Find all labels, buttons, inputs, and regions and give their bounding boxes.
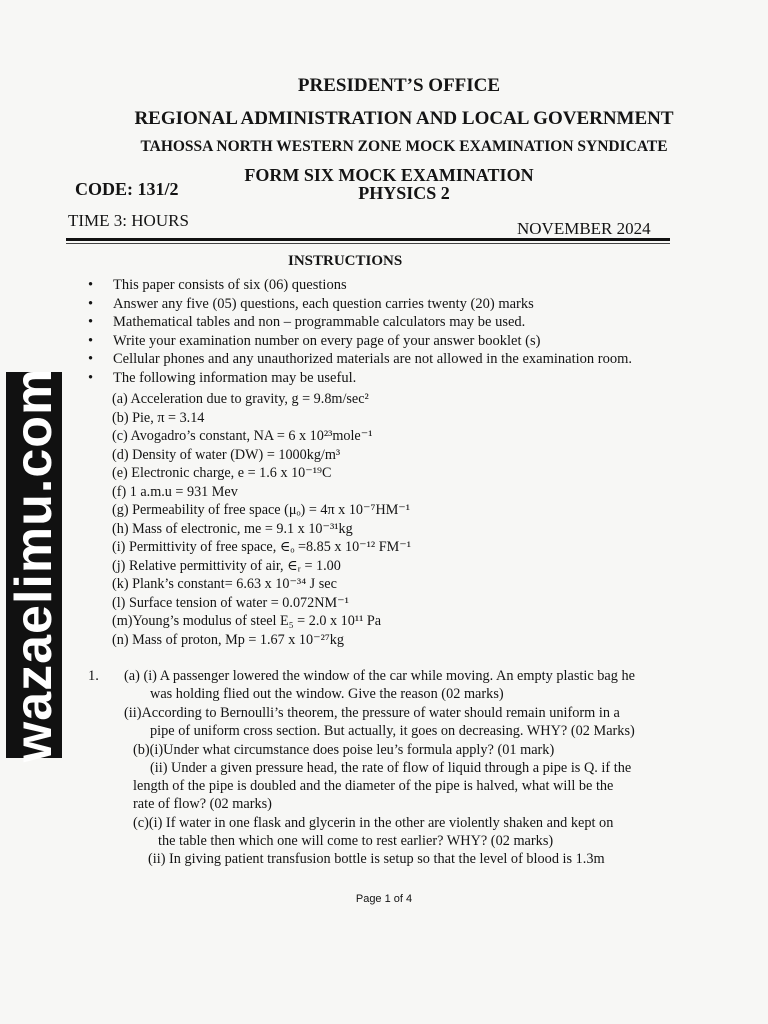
- instruction-item: • Mathematical tables and non – programmable calculators may be used.: [88, 313, 688, 332]
- page-footer: Page 1 of 4: [355, 893, 413, 905]
- header-divider: [66, 238, 670, 241]
- instruction-item: • Write your examination number on every page of your answer booklet (s): [88, 332, 688, 351]
- question-line: was holding flied out the window. Give the reason (02 marks): [150, 686, 504, 702]
- header-line-4: FORM SIX MOCK EXAMINATION: [244, 165, 534, 185]
- constant-item: (j) Relative permittivity of air, ∈ᵣ = 1.00: [112, 557, 341, 574]
- instruction-item: • Cellular phones and any unauthorized materials are not allowed in the examination room.: [88, 350, 688, 369]
- question-number: 1.: [88, 668, 99, 684]
- constant-item: (g) Permeability of free space (μₒ) = 4π x 10⁻⁷HM⁻¹: [112, 502, 411, 518]
- header-line-2: REGIONAL ADMINISTRATION AND LOCAL GOVERNMENT: [134, 108, 674, 129]
- question-line: (a) (i) A passenger lowered the window of the car while moving. An empty plastic bag he: [124, 668, 635, 684]
- constant-item: (a) Acceleration due to gravity, g = 9.8m/sec²: [112, 391, 369, 407]
- constant-item: (k) Plank’s constant= 6.63 x 10⁻³⁴ J sec: [112, 576, 337, 592]
- watermark-text: wazaelimu.com: [5, 367, 63, 763]
- header-line-3: TAHOSSA NORTH WESTERN ZONE MOCK EXAMINATION SYNDICATE: [140, 138, 668, 155]
- exam-date: NOVEMBER 2024: [517, 219, 651, 238]
- question-line: (b)(i)Under what circumstance does poise leu’s formula apply? (01 mark): [133, 742, 555, 758]
- question-line: (c)(i) If water in one flask and glycerin in the other are violently shaken and kept on: [133, 815, 614, 831]
- instruction-item: • This paper consists of six (06) questions: [88, 276, 688, 295]
- constant-item: (e) Electronic charge, e = 1.6 x 10⁻¹⁹C: [112, 465, 332, 481]
- constant-item: (d) Density of water (DW) = 1000kg/m³: [112, 446, 341, 463]
- header-line-5: PHYSICS 2: [358, 183, 450, 203]
- question-line: pipe of uniform cross section. But actually, it goes on decreasing. WHY? (02 Marks): [150, 723, 635, 739]
- constant-item: (n) Mass of proton, Mp = 1.67 x 10⁻²⁷kg: [112, 631, 344, 648]
- exam-time: TIME 3: HOURS: [68, 211, 189, 230]
- header-divider-thin: [66, 243, 670, 244]
- instructions-title: INSTRUCTIONS: [288, 253, 403, 269]
- instructions-list: [88, 276, 688, 388]
- question-line: length of the pipe is doubled and the diameter of the pipe is halved, what will be the: [133, 778, 614, 794]
- constant-item: (f) 1 a.m.u = 931 Mev: [112, 483, 238, 500]
- watermark-banner: [5, 367, 63, 763]
- constant-item: (c) Avogadro’s constant, NA = 6 x 10²³mole⁻¹: [112, 428, 373, 444]
- question-line: (ii)According to Bernoulli’s theorem, the pressure of water should remain uniform in a: [124, 705, 620, 721]
- question-line: (ii) Under a given pressure head, the rate of flow of liquid through a pipe is Q. if the: [150, 760, 632, 776]
- constant-item: (b) Pie, π = 3.14: [112, 409, 205, 426]
- question-line: (ii) In giving patient transfusion bottle is setup so that the level of blood is 1.3m: [148, 851, 605, 867]
- header-line-1: PRESIDENT’S OFFICE: [297, 75, 501, 96]
- constant-item: (m)Young’s modulus of steel E₅ = 2.0 x 10¹¹ Pa: [112, 613, 382, 629]
- constants-list: [112, 390, 411, 649]
- constant-item: (h) Mass of electronic, me = 9.1 x 10⁻³¹kg: [112, 520, 353, 537]
- constant-item: (l) Surface tension of water = 0.072NM⁻¹: [112, 594, 349, 611]
- constant-item: (i) Permittivity of free space, ∈ₒ =8.85 x 10⁻¹² FM⁻¹: [112, 539, 411, 555]
- question-line: rate of flow? (02 marks): [133, 796, 272, 812]
- question-line: the table then which one will come to rest earlier? WHY? (02 marks): [158, 833, 554, 849]
- exam-code: CODE: 131/2: [75, 179, 179, 199]
- instruction-item: • Answer any five (05) questions, each question carries twenty (20) marks: [88, 295, 688, 314]
- instruction-item: • The following information may be useful.: [88, 369, 688, 388]
